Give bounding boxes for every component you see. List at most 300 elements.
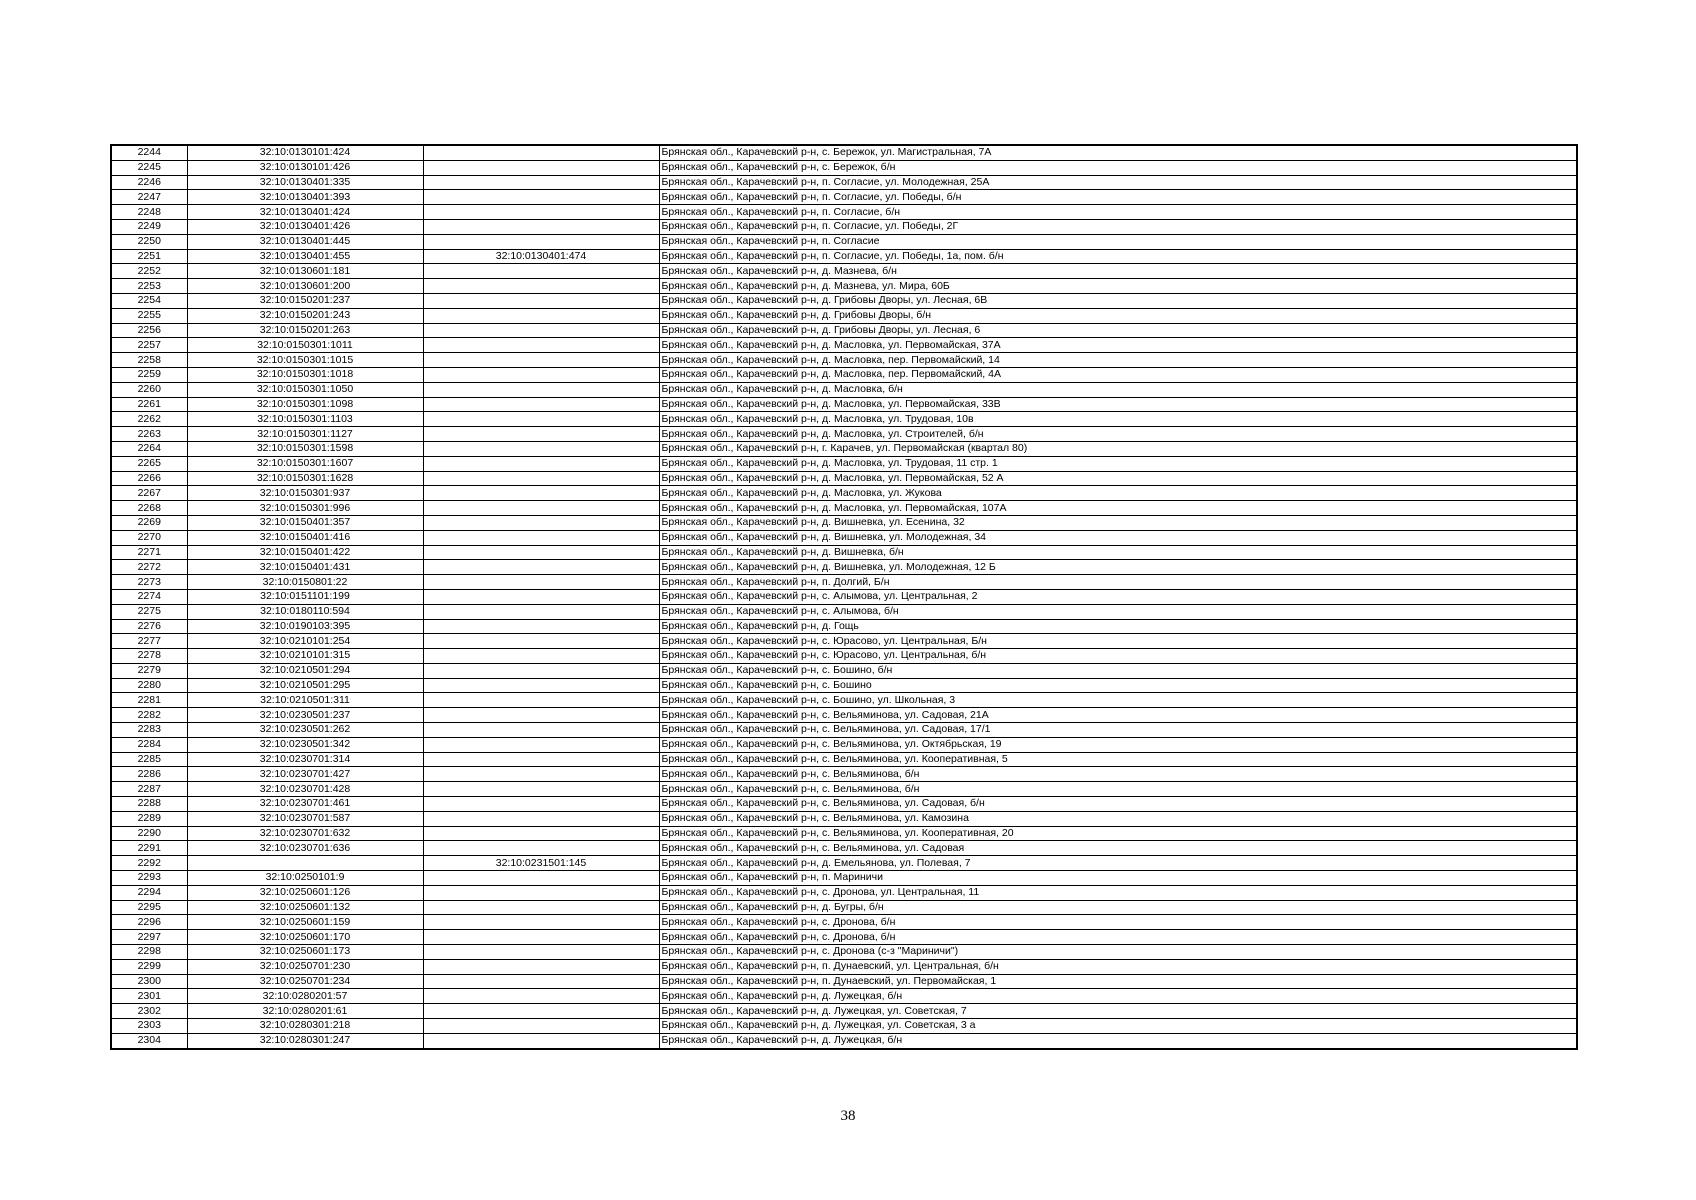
related-cadastral-number-cell bbox=[423, 737, 659, 752]
cadastral-number-cell: 32:10:0151101:199 bbox=[187, 589, 423, 604]
address-cell: Брянская обл., Карачевский р-н, с. Юрасово, ул. Центральная, б/н bbox=[659, 649, 1577, 664]
table-row bbox=[111, 737, 1577, 752]
address-cell: Брянская обл., Карачевский р-н, с. Дронова (с-з "Мариничи") bbox=[659, 945, 1577, 960]
cadastral-number-cell: 32:10:0130101:426 bbox=[187, 160, 423, 175]
table-row bbox=[111, 456, 1577, 471]
row-number-cell: 2286 bbox=[111, 767, 187, 782]
row-number-cell: 2277 bbox=[111, 634, 187, 649]
table-row bbox=[111, 826, 1577, 841]
row-number-cell: 2280 bbox=[111, 678, 187, 693]
table-row bbox=[111, 545, 1577, 560]
row-number-cell: 2247 bbox=[111, 190, 187, 205]
row-number-cell: 2298 bbox=[111, 945, 187, 960]
row-number-cell: 2250 bbox=[111, 234, 187, 249]
related-cadastral-number-cell bbox=[423, 382, 659, 397]
related-cadastral-number-cell bbox=[423, 308, 659, 323]
table-row bbox=[111, 353, 1577, 368]
table-row bbox=[111, 219, 1577, 234]
related-cadastral-number-cell bbox=[423, 885, 659, 900]
row-number-cell: 2271 bbox=[111, 545, 187, 560]
table-row bbox=[111, 175, 1577, 190]
table-row bbox=[111, 634, 1577, 649]
property-register-table bbox=[110, 144, 1578, 1050]
address-cell: Брянская обл., Карачевский р-н, с. Дронова, ул. Центральная, 11 bbox=[659, 885, 1577, 900]
row-number-cell: 2278 bbox=[111, 649, 187, 664]
related-cadastral-number-cell bbox=[423, 752, 659, 767]
table-row bbox=[111, 160, 1577, 175]
address-cell: Брянская обл., Карачевский р-н, д. Лужецкая, ул. Советская, 3 а bbox=[659, 1019, 1577, 1034]
address-cell: Брянская обл., Карачевский р-н, с. Бережок, ул. Магистральная, 7А bbox=[659, 145, 1577, 160]
row-number-cell: 2300 bbox=[111, 974, 187, 989]
address-cell: Брянская обл., Карачевский р-н, д. Грибовы Дворы, ул. Лесная, 6 bbox=[659, 323, 1577, 338]
table-row bbox=[111, 412, 1577, 427]
related-cadastral-number-cell bbox=[423, 145, 659, 160]
cadastral-number-cell: 32:10:0150301:1015 bbox=[187, 353, 423, 368]
related-cadastral-number-cell bbox=[423, 619, 659, 634]
cadastral-number-cell: 32:10:0130401:426 bbox=[187, 219, 423, 234]
address-cell: Брянская обл., Карачевский р-н, г. Карачев, ул. Первомайская (квартал 80) bbox=[659, 441, 1577, 456]
table-row bbox=[111, 264, 1577, 279]
cadastral-number-cell: 32:10:0230501:237 bbox=[187, 708, 423, 723]
cadastral-number-cell: 32:10:0190103:395 bbox=[187, 619, 423, 634]
address-cell: Брянская обл., Карачевский р-н, д. Масловка, ул. Первомайская, 107А bbox=[659, 501, 1577, 516]
row-number-cell: 2245 bbox=[111, 160, 187, 175]
row-number-cell: 2291 bbox=[111, 841, 187, 856]
cadastral-number-cell: 32:10:0230501:342 bbox=[187, 737, 423, 752]
cadastral-number-cell: 32:10:0250601:126 bbox=[187, 885, 423, 900]
row-number-cell: 2272 bbox=[111, 560, 187, 575]
table-row bbox=[111, 811, 1577, 826]
row-number-cell: 2269 bbox=[111, 515, 187, 530]
address-cell: Брянская обл., Карачевский р-н, д. Вишневка, ул. Молодежная, 34 bbox=[659, 530, 1577, 545]
table-row bbox=[111, 249, 1577, 264]
related-cadastral-number-cell bbox=[423, 264, 659, 279]
table-row bbox=[111, 915, 1577, 930]
cadastral-number-cell: 32:10:0280201:57 bbox=[187, 989, 423, 1004]
cadastral-number-cell: 32:10:0230701:428 bbox=[187, 782, 423, 797]
related-cadastral-number-cell bbox=[423, 412, 659, 427]
table-row bbox=[111, 974, 1577, 989]
row-number-cell: 2246 bbox=[111, 175, 187, 190]
related-cadastral-number-cell bbox=[423, 811, 659, 826]
cadastral-number-cell: 32:10:0150401:422 bbox=[187, 545, 423, 560]
cadastral-number-cell: 32:10:0230701:587 bbox=[187, 811, 423, 826]
address-cell: Брянская обл., Карачевский р-н, д. Масловка, ул. Жукова bbox=[659, 486, 1577, 501]
row-number-cell: 2261 bbox=[111, 397, 187, 412]
related-cadastral-number-cell bbox=[423, 160, 659, 175]
address-cell: Брянская обл., Карачевский р-н, с. Бошино, б/н bbox=[659, 663, 1577, 678]
related-cadastral-number-cell bbox=[423, 900, 659, 915]
cadastral-number-cell: 32:10:0150201:263 bbox=[187, 323, 423, 338]
address-cell: Брянская обл., Карачевский р-н, с. Вельяминова, ул. Садовая bbox=[659, 841, 1577, 856]
related-cadastral-number-cell bbox=[423, 797, 659, 812]
cadastral-number-cell: 32:10:0150401:416 bbox=[187, 530, 423, 545]
table-row bbox=[111, 145, 1577, 160]
address-cell: Брянская обл., Карачевский р-н, с. Бошино, ул. Школьная, 3 bbox=[659, 693, 1577, 708]
address-cell: Брянская обл., Карачевский р-н, п. Мариничи bbox=[659, 871, 1577, 886]
related-cadastral-number-cell bbox=[423, 1004, 659, 1019]
table-row bbox=[111, 619, 1577, 634]
related-cadastral-number-cell bbox=[423, 693, 659, 708]
related-cadastral-number-cell bbox=[423, 1033, 659, 1048]
related-cadastral-number-cell bbox=[423, 708, 659, 723]
address-cell: Брянская обл., Карачевский р-н, с. Юрасово, ул. Центральная, Б/н bbox=[659, 634, 1577, 649]
table-row bbox=[111, 397, 1577, 412]
row-number-cell: 2288 bbox=[111, 797, 187, 812]
table-row bbox=[111, 427, 1577, 442]
address-cell: Брянская обл., Карачевский р-н, д. Грибовы Дворы, ул. Лесная, 6В bbox=[659, 293, 1577, 308]
address-cell: Брянская обл., Карачевский р-н, д. Емельянова, ул. Полевая, 7 bbox=[659, 856, 1577, 871]
table-row bbox=[111, 752, 1577, 767]
address-cell: Брянская обл., Карачевский р-н, с. Дронова, б/н bbox=[659, 915, 1577, 930]
address-cell: Брянская обл., Карачевский р-н, д. Мазнева, ул. Мира, 60Б bbox=[659, 279, 1577, 294]
table-row bbox=[111, 338, 1577, 353]
address-cell: Брянская обл., Карачевский р-н, с. Бошино bbox=[659, 678, 1577, 693]
cadastral-number-cell: 32:10:0150301:1628 bbox=[187, 471, 423, 486]
table-row bbox=[111, 649, 1577, 664]
table-row bbox=[111, 856, 1577, 871]
related-cadastral-number-cell bbox=[423, 767, 659, 782]
cadastral-number-cell: 32:10:0210501:311 bbox=[187, 693, 423, 708]
address-cell: Брянская обл., Карачевский р-н, п. Долгий, Б/н bbox=[659, 575, 1577, 590]
related-cadastral-number-cell bbox=[423, 293, 659, 308]
related-cadastral-number-cell bbox=[423, 530, 659, 545]
table-row bbox=[111, 367, 1577, 382]
address-cell: Брянская обл., Карачевский р-н, п. Согласие, ул. Победы, 2Г bbox=[659, 219, 1577, 234]
address-cell: Брянская обл., Карачевский р-н, д. Гощь bbox=[659, 619, 1577, 634]
table-row bbox=[111, 797, 1577, 812]
row-number-cell: 2267 bbox=[111, 486, 187, 501]
row-number-cell: 2282 bbox=[111, 708, 187, 723]
row-number-cell: 2251 bbox=[111, 249, 187, 264]
related-cadastral-number-cell bbox=[423, 205, 659, 220]
table-row bbox=[111, 782, 1577, 797]
address-cell: Брянская обл., Карачевский р-н, д. Масловка, ул. Трудовая, 10в bbox=[659, 412, 1577, 427]
row-number-cell: 2304 bbox=[111, 1033, 187, 1048]
address-cell: Брянская обл., Карачевский р-н, д. Вишневка, ул. Есенина, 32 bbox=[659, 515, 1577, 530]
row-number-cell: 2290 bbox=[111, 826, 187, 841]
cadastral-number-cell: 32:10:0130401:393 bbox=[187, 190, 423, 205]
address-cell: Брянская обл., Карачевский р-н, п. Согласие, б/н bbox=[659, 205, 1577, 220]
table-row bbox=[111, 575, 1577, 590]
related-cadastral-number-cell: 32:10:0231501:145 bbox=[423, 856, 659, 871]
table-row bbox=[111, 471, 1577, 486]
related-cadastral-number-cell bbox=[423, 678, 659, 693]
row-number-cell: 2270 bbox=[111, 530, 187, 545]
address-cell: Брянская обл., Карачевский р-н, п. Согласие, ул. Победы, 1а, пом. б/н bbox=[659, 249, 1577, 264]
row-number-cell: 2279 bbox=[111, 663, 187, 678]
row-number-cell: 2264 bbox=[111, 441, 187, 456]
address-cell: Брянская обл., Карачевский р-н, с. Вельяминова, ул. Кооперативная, 5 bbox=[659, 752, 1577, 767]
related-cadastral-number-cell bbox=[423, 782, 659, 797]
cadastral-number-cell: 32:10:0150201:237 bbox=[187, 293, 423, 308]
table-row bbox=[111, 604, 1577, 619]
address-cell: Брянская обл., Карачевский р-н, д. Масловка, ул. Первомайская, 33В bbox=[659, 397, 1577, 412]
cadastral-number-cell: 32:10:0130601:181 bbox=[187, 264, 423, 279]
table-row bbox=[111, 382, 1577, 397]
page-number: 38 bbox=[840, 1108, 856, 1124]
related-cadastral-number-cell bbox=[423, 441, 659, 456]
table-row bbox=[111, 308, 1577, 323]
related-cadastral-number-cell bbox=[423, 427, 659, 442]
cadastral-number-cell: 32:10:0230701:427 bbox=[187, 767, 423, 782]
row-number-cell: 2254 bbox=[111, 293, 187, 308]
cadastral-number-cell: 32:10:0230701:636 bbox=[187, 841, 423, 856]
cadastral-number-cell bbox=[187, 856, 423, 871]
table-row bbox=[111, 486, 1577, 501]
row-number-cell: 2248 bbox=[111, 205, 187, 220]
table-row bbox=[111, 708, 1577, 723]
address-cell: Брянская обл., Карачевский р-н, с. Вельяминова, ул. Садовая, 21А bbox=[659, 708, 1577, 723]
table-row bbox=[111, 589, 1577, 604]
cadastral-number-cell: 32:10:0150301:1127 bbox=[187, 427, 423, 442]
table-row bbox=[111, 959, 1577, 974]
address-cell: Брянская обл., Карачевский р-н, п. Дунаевский, ул. Первомайская, 1 bbox=[659, 974, 1577, 989]
cadastral-number-cell: 32:10:0250601:170 bbox=[187, 930, 423, 945]
cadastral-number-cell: 32:10:0150301:1098 bbox=[187, 397, 423, 412]
row-number-cell: 2281 bbox=[111, 693, 187, 708]
related-cadastral-number-cell bbox=[423, 397, 659, 412]
related-cadastral-number-cell bbox=[423, 456, 659, 471]
related-cadastral-number-cell bbox=[423, 649, 659, 664]
address-cell: Брянская обл., Карачевский р-н, п. Согласие, ул. Молодежная, 25А bbox=[659, 175, 1577, 190]
address-cell: Брянская обл., Карачевский р-н, д. Масловка, ул. Первомайская, 52 А bbox=[659, 471, 1577, 486]
table-row bbox=[111, 293, 1577, 308]
table-row bbox=[111, 663, 1577, 678]
related-cadastral-number-cell bbox=[423, 190, 659, 205]
related-cadastral-number-cell bbox=[423, 826, 659, 841]
cadastral-number-cell: 32:10:0250601:173 bbox=[187, 945, 423, 960]
row-number-cell: 2255 bbox=[111, 308, 187, 323]
row-number-cell: 2294 bbox=[111, 885, 187, 900]
related-cadastral-number-cell bbox=[423, 545, 659, 560]
related-cadastral-number-cell bbox=[423, 989, 659, 1004]
cadastral-number-cell: 32:10:0250701:234 bbox=[187, 974, 423, 989]
cadastral-number-cell: 32:10:0130401:335 bbox=[187, 175, 423, 190]
related-cadastral-number-cell bbox=[423, 471, 659, 486]
address-cell: Брянская обл., Карачевский р-н, п. Дунаевский, ул. Центральная, б/н bbox=[659, 959, 1577, 974]
table-row bbox=[111, 1019, 1577, 1034]
row-number-cell: 2287 bbox=[111, 782, 187, 797]
related-cadastral-number-cell bbox=[423, 945, 659, 960]
table-row bbox=[111, 501, 1577, 516]
row-number-cell: 2268 bbox=[111, 501, 187, 516]
address-cell: Брянская обл., Карачевский р-н, д. Масловка, б/н bbox=[659, 382, 1577, 397]
address-cell: Брянская обл., Карачевский р-н, д. Масловка, пер. Первомайский, 14 bbox=[659, 353, 1577, 368]
related-cadastral-number-cell bbox=[423, 219, 659, 234]
address-cell: Брянская обл., Карачевский р-н, д. Лужецкая, б/н bbox=[659, 1033, 1577, 1048]
row-number-cell: 2253 bbox=[111, 279, 187, 294]
row-number-cell: 2289 bbox=[111, 811, 187, 826]
related-cadastral-number-cell bbox=[423, 367, 659, 382]
address-cell: Брянская обл., Карачевский р-н, с. Вельяминова, ул. Октябрьская, 19 bbox=[659, 737, 1577, 752]
row-number-cell: 2275 bbox=[111, 604, 187, 619]
related-cadastral-number-cell bbox=[423, 279, 659, 294]
row-number-cell: 2249 bbox=[111, 219, 187, 234]
row-number-cell: 2256 bbox=[111, 323, 187, 338]
cadastral-number-cell: 32:10:0130601:200 bbox=[187, 279, 423, 294]
table-row bbox=[111, 441, 1577, 456]
cadastral-number-cell: 32:10:0210101:254 bbox=[187, 634, 423, 649]
row-number-cell: 2259 bbox=[111, 367, 187, 382]
cadastral-number-cell: 32:10:0230701:314 bbox=[187, 752, 423, 767]
related-cadastral-number-cell bbox=[423, 959, 659, 974]
table-row bbox=[111, 560, 1577, 575]
cadastral-number-cell: 32:10:0130101:424 bbox=[187, 145, 423, 160]
cadastral-number-cell: 32:10:0130401:424 bbox=[187, 205, 423, 220]
address-cell: Брянская обл., Карачевский р-н, д. Бугры, б/н bbox=[659, 900, 1577, 915]
address-cell: Брянская обл., Карачевский р-н, с. Вельяминова, ул. Садовая, б/н bbox=[659, 797, 1577, 812]
cadastral-number-cell: 32:10:0150301:996 bbox=[187, 501, 423, 516]
cadastral-number-cell: 32:10:0230701:461 bbox=[187, 797, 423, 812]
cadastral-number-cell: 32:10:0250601:132 bbox=[187, 900, 423, 915]
related-cadastral-number-cell bbox=[423, 486, 659, 501]
address-cell: Брянская обл., Карачевский р-н, д. Лужецкая, б/н bbox=[659, 989, 1577, 1004]
row-number-cell: 2244 bbox=[111, 145, 187, 160]
row-number-cell: 2265 bbox=[111, 456, 187, 471]
row-number-cell: 2303 bbox=[111, 1019, 187, 1034]
row-number-cell: 2299 bbox=[111, 959, 187, 974]
address-cell: Брянская обл., Карачевский р-н, д. Масловка, ул. Строителей, б/н bbox=[659, 427, 1577, 442]
address-cell: Брянская обл., Карачевский р-н, д. Вишневка, б/н bbox=[659, 545, 1577, 560]
related-cadastral-number-cell bbox=[423, 234, 659, 249]
address-cell: Брянская обл., Карачевский р-н, д. Мазнева, б/н bbox=[659, 264, 1577, 279]
related-cadastral-number-cell bbox=[423, 634, 659, 649]
table-row bbox=[111, 234, 1577, 249]
table-row bbox=[111, 279, 1577, 294]
address-cell: Брянская обл., Карачевский р-н, с. Бережок, б/н bbox=[659, 160, 1577, 175]
cadastral-number-cell: 32:10:0150201:243 bbox=[187, 308, 423, 323]
address-cell: Брянская обл., Карачевский р-н, с. Вельяминова, б/н bbox=[659, 767, 1577, 782]
table-row bbox=[111, 693, 1577, 708]
cadastral-number-cell: 32:10:0210101:315 bbox=[187, 649, 423, 664]
address-cell: Брянская обл., Карачевский р-н, с. Вельяминова, б/н bbox=[659, 782, 1577, 797]
related-cadastral-number-cell bbox=[423, 501, 659, 516]
cadastral-number-cell: 32:10:0150301:1018 bbox=[187, 367, 423, 382]
related-cadastral-number-cell bbox=[423, 604, 659, 619]
address-cell: Брянская обл., Карачевский р-н, д. Грибовы Дворы, б/н bbox=[659, 308, 1577, 323]
table-row bbox=[111, 723, 1577, 738]
cadastral-number-cell: 32:10:0280201:61 bbox=[187, 1004, 423, 1019]
row-number-cell: 2297 bbox=[111, 930, 187, 945]
table-row bbox=[111, 989, 1577, 1004]
cadastral-number-cell: 32:10:0130401:445 bbox=[187, 234, 423, 249]
row-number-cell: 2283 bbox=[111, 723, 187, 738]
cadastral-number-cell: 32:10:0150301:1011 bbox=[187, 338, 423, 353]
related-cadastral-number-cell bbox=[423, 560, 659, 575]
cadastral-number-cell: 32:10:0150301:1607 bbox=[187, 456, 423, 471]
address-cell: Брянская обл., Карачевский р-н, д. Масловка, ул. Трудовая, 11 стр. 1 bbox=[659, 456, 1577, 471]
cadastral-number-cell: 32:10:0230701:632 bbox=[187, 826, 423, 841]
cadastral-number-cell: 32:10:0210501:295 bbox=[187, 678, 423, 693]
table-row bbox=[111, 841, 1577, 856]
row-number-cell: 2285 bbox=[111, 752, 187, 767]
related-cadastral-number-cell bbox=[423, 515, 659, 530]
row-number-cell: 2252 bbox=[111, 264, 187, 279]
related-cadastral-number-cell bbox=[423, 323, 659, 338]
row-number-cell: 2257 bbox=[111, 338, 187, 353]
table-row bbox=[111, 930, 1577, 945]
table-row bbox=[111, 515, 1577, 530]
table-row bbox=[111, 871, 1577, 886]
row-number-cell: 2263 bbox=[111, 427, 187, 442]
row-number-cell: 2295 bbox=[111, 900, 187, 915]
table-row bbox=[111, 205, 1577, 220]
related-cadastral-number-cell bbox=[423, 841, 659, 856]
address-cell: Брянская обл., Карачевский р-н, с. Вельяминова, ул. Камозина bbox=[659, 811, 1577, 826]
table-body bbox=[111, 145, 1577, 1049]
table-row bbox=[111, 678, 1577, 693]
address-cell: Брянская обл., Карачевский р-н, д. Масловка, ул. Первомайская, 37А bbox=[659, 338, 1577, 353]
related-cadastral-number-cell bbox=[423, 175, 659, 190]
row-number-cell: 2296 bbox=[111, 915, 187, 930]
cadastral-number-cell: 32:10:0250701:230 bbox=[187, 959, 423, 974]
row-number-cell: 2302 bbox=[111, 1004, 187, 1019]
row-number-cell: 2274 bbox=[111, 589, 187, 604]
related-cadastral-number-cell bbox=[423, 663, 659, 678]
address-cell: Брянская обл., Карачевский р-н, с. Алымова, ул. Центральная, 2 bbox=[659, 589, 1577, 604]
row-number-cell: 2292 bbox=[111, 856, 187, 871]
row-number-cell: 2293 bbox=[111, 871, 187, 886]
cadastral-number-cell: 32:10:0150401:357 bbox=[187, 515, 423, 530]
table-row bbox=[111, 945, 1577, 960]
table-row bbox=[111, 1033, 1577, 1048]
cadastral-number-cell: 32:10:0250601:159 bbox=[187, 915, 423, 930]
table-row bbox=[111, 885, 1577, 900]
table-row bbox=[111, 530, 1577, 545]
related-cadastral-number-cell bbox=[423, 589, 659, 604]
address-cell: Брянская обл., Карачевский р-н, д. Вишневка, ул. Молодежная, 12 Б bbox=[659, 560, 1577, 575]
cadastral-number-cell: 32:10:0130401:455 bbox=[187, 249, 423, 264]
related-cadastral-number-cell bbox=[423, 353, 659, 368]
address-cell: Брянская обл., Карачевский р-н, с. Дронова, б/н bbox=[659, 930, 1577, 945]
row-number-cell: 2266 bbox=[111, 471, 187, 486]
related-cadastral-number-cell bbox=[423, 575, 659, 590]
related-cadastral-number-cell: 32:10:0130401:474 bbox=[423, 249, 659, 264]
related-cadastral-number-cell bbox=[423, 723, 659, 738]
cadastral-number-cell: 32:10:0150301:1598 bbox=[187, 441, 423, 456]
cadastral-number-cell: 32:10:0210501:294 bbox=[187, 663, 423, 678]
cadastral-number-cell: 32:10:0280301:247 bbox=[187, 1033, 423, 1048]
row-number-cell: 2262 bbox=[111, 412, 187, 427]
address-cell: Брянская обл., Карачевский р-н, с. Вельяминова, ул. Садовая, 17/1 bbox=[659, 723, 1577, 738]
address-cell: Брянская обл., Карачевский р-н, д. Лужецкая, ул. Советская, 7 bbox=[659, 1004, 1577, 1019]
related-cadastral-number-cell bbox=[423, 930, 659, 945]
cadastral-number-cell: 32:10:0180110:594 bbox=[187, 604, 423, 619]
table-row bbox=[111, 190, 1577, 205]
related-cadastral-number-cell bbox=[423, 915, 659, 930]
address-cell: Брянская обл., Карачевский р-н, д. Масловка, пер. Первомайский, 4А bbox=[659, 367, 1577, 382]
cadastral-number-cell: 32:10:0150301:1050 bbox=[187, 382, 423, 397]
address-cell: Брянская обл., Карачевский р-н, с. Алымова, б/н bbox=[659, 604, 1577, 619]
related-cadastral-number-cell bbox=[423, 871, 659, 886]
row-number-cell: 2276 bbox=[111, 619, 187, 634]
cadastral-number-cell: 32:10:0150301:937 bbox=[187, 486, 423, 501]
address-cell: Брянская обл., Карачевский р-н, п. Согласие bbox=[659, 234, 1577, 249]
table-row bbox=[111, 900, 1577, 915]
table-row bbox=[111, 767, 1577, 782]
related-cadastral-number-cell bbox=[423, 338, 659, 353]
cadastral-number-cell: 32:10:0280301:218 bbox=[187, 1019, 423, 1034]
address-cell: Брянская обл., Карачевский р-н, с. Вельяминова, ул. Кооперативная, 20 bbox=[659, 826, 1577, 841]
related-cadastral-number-cell bbox=[423, 974, 659, 989]
address-cell: Брянская обл., Карачевский р-н, п. Согласие, ул. Победы, б/н bbox=[659, 190, 1577, 205]
row-number-cell: 2258 bbox=[111, 353, 187, 368]
cadastral-number-cell: 32:10:0150401:431 bbox=[187, 560, 423, 575]
row-number-cell: 2260 bbox=[111, 382, 187, 397]
cadastral-number-cell: 32:10:0250101:9 bbox=[187, 871, 423, 886]
cadastral-number-cell: 32:10:0150801:22 bbox=[187, 575, 423, 590]
